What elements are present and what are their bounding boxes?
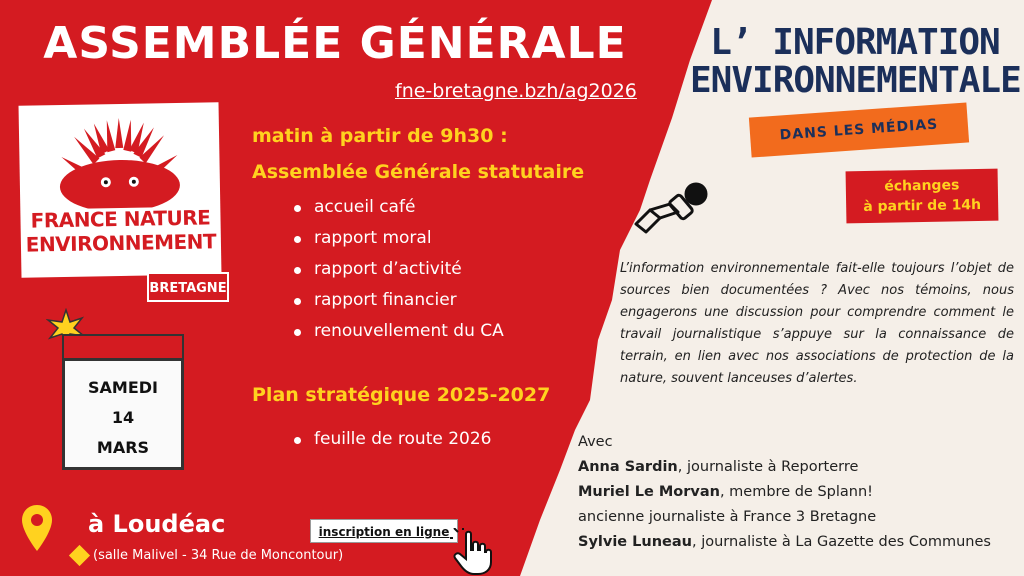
guest-role: , journaliste à Reporterre [677, 459, 859, 475]
location-address-row [72, 548, 343, 563]
morning-heading: matin à partir de 9h30 : [252, 125, 508, 147]
guest-role: , journaliste à La Gazette des Communes [692, 534, 991, 550]
event-url-link[interactable]: fne-bretagne.bzh/ag2026 [395, 80, 637, 102]
calendar-month: MARS [96, 438, 150, 457]
location-address: (salle Malivel - 34 Rue de Moncontour) [93, 548, 344, 563]
plan-heading: Plan stratégique 2025-2027 [252, 384, 551, 406]
description-paragraph: L’information environnementale fait-elle toujours l’objet de sources bien documentées ? Avec nos témoins, nous engagerons une discussion pour comprendre comment le travail journalistique s’appuye sur la connaissance de terrain, en lien avec nos associations de protection de la nature, souvent lanceuses d’alertes. [620, 261, 1014, 386]
microphone-icon [630, 180, 714, 244]
logo-badge-bretagne: BRETAGNE [147, 272, 229, 302]
calendar-date: 14 [111, 408, 135, 427]
info-title [690, 24, 1020, 100]
inscription-button[interactable]: inscription en ligne [310, 519, 458, 543]
agenda-item: rapport financier [292, 285, 504, 316]
guests-list [578, 430, 1018, 555]
calendar-day: SAMEDI [88, 378, 158, 397]
agenda-item: rapport d’activité [292, 254, 504, 285]
fne-logo [19, 102, 222, 277]
directions-icon [69, 545, 90, 566]
ag-agenda-list [292, 192, 504, 347]
logo-line-2: ENVIRONNEMENT [25, 229, 217, 257]
guest-item [578, 455, 1018, 480]
echanges-line-1: échanges [884, 177, 960, 195]
agenda-item: accueil café [292, 192, 504, 223]
location-city: à Loudéac [88, 510, 226, 538]
plan-item: feuille de route 2026 [292, 424, 492, 455]
guest-name: Muriel Le Morvan [578, 484, 720, 500]
guest-role: , membre de Splann! [719, 484, 873, 500]
agenda-item: rapport moral [292, 223, 504, 254]
ag-heading: Assemblée Générale statutaire [252, 161, 585, 183]
logo-line-1: FRANCE NATURE [30, 205, 211, 233]
date-calendar [50, 312, 190, 472]
medias-tag: DANS LES MÉDIAS [749, 102, 969, 157]
hedgehog-icon [19, 106, 221, 209]
calendar-header [62, 334, 184, 360]
info-title-line-2: ENVIRONNEMENTALE [690, 60, 1021, 101]
plan-list [292, 424, 492, 455]
guest-item [578, 480, 1018, 505]
event-title: ASSEMBLÉE GÉNÉRALE [43, 18, 627, 69]
info-title-line-1: L’ INFORMATION [710, 22, 1000, 63]
pointer-hand-icon [450, 528, 498, 576]
agenda-item: renouvellement du CA [292, 316, 504, 347]
guest-name: Anna Sardin [578, 459, 678, 475]
guests-intro: Avec [578, 434, 613, 450]
echanges-badge [846, 169, 999, 224]
echanges-line-2: à partir de 14h [863, 196, 982, 216]
location-pin-icon [22, 505, 52, 551]
guest-role: ancienne journaliste à France 3 Bretagne [578, 509, 877, 525]
guest-item [578, 530, 1018, 555]
calendar-body [62, 358, 184, 470]
guest-name: Sylvie Luneau [578, 534, 692, 550]
guest-item [578, 505, 1018, 530]
